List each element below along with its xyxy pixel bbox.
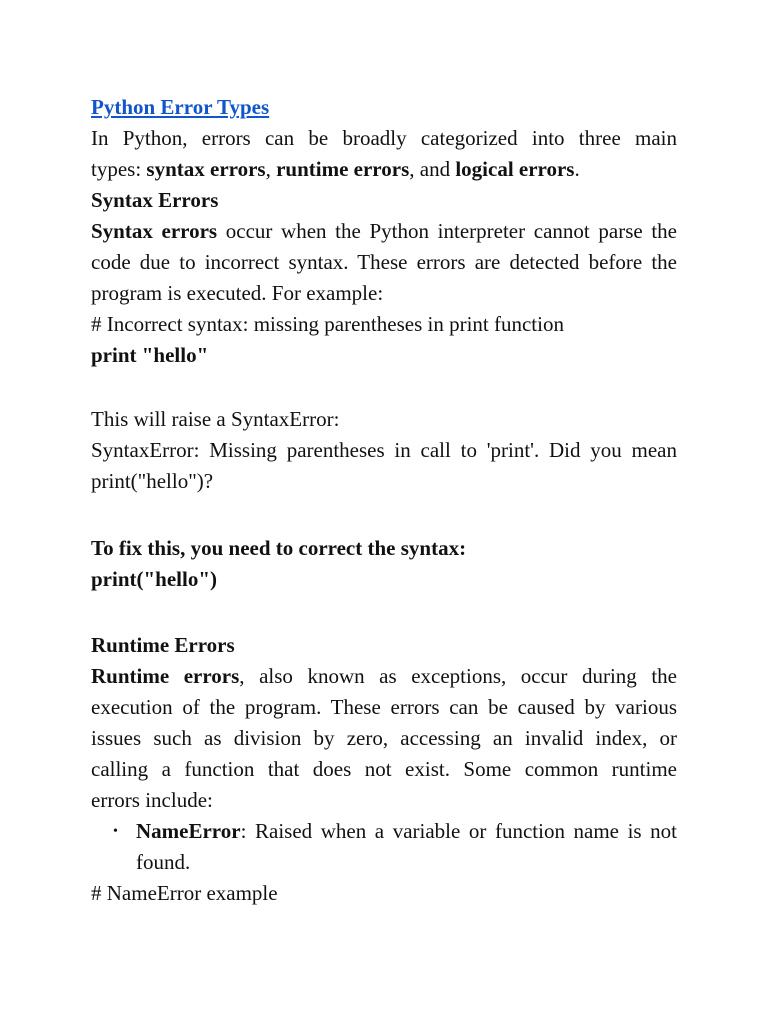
runtime-paragraph-line-2: execution of the program. These errors can be caused by various (91, 695, 677, 719)
runtime-lead-bold: Runtime errors (91, 664, 240, 688)
nameerror-comment: # NameError example (91, 881, 278, 905)
code-fixed (91, 564, 677, 595)
syntax-errors-term: syntax errors (146, 157, 266, 181)
runtime-errors-heading (91, 630, 677, 661)
runtime-paragraph-line-1 (91, 661, 677, 692)
fix-instruction (91, 533, 677, 564)
syntax-paragraph-line-3: program is executed. For example: (91, 281, 384, 305)
error-message-line-2: print("hello")? (91, 469, 214, 493)
runtime-paragraph-line-3: issues such as division by zero, accessing an invalid index, or (91, 726, 677, 750)
intro-line-1: In Python, errors can be broadly categorized into three main (91, 126, 677, 150)
intro-period: . (574, 157, 580, 181)
nameerror-desc: : Raised when a variable or function name is not (240, 819, 677, 843)
title-link[interactable]: Python Error Types (91, 95, 270, 119)
code-comment: # Incorrect syntax: missing parentheses in print function (91, 312, 564, 336)
syntax-lead-rest: occur when the Python interpreter cannot parse the (217, 219, 677, 243)
nameerror-term: NameError (136, 819, 241, 843)
intro-separator: , (265, 157, 277, 181)
runtime-errors-term: runtime errors (276, 157, 410, 181)
raise-text: This will raise a SyntaxError: (91, 407, 340, 431)
runtime-paragraph-line-4: calling a function that does not exist. Some common runtime (91, 757, 677, 781)
runtime-heading-text: Runtime Errors (91, 633, 235, 657)
logical-errors-term: logical errors (455, 157, 575, 181)
runtime-lead-rest: , also known as exceptions, occur during the (239, 664, 677, 688)
spacer (91, 371, 677, 404)
spacer (91, 497, 677, 528)
code-fixed-text: print("hello") (91, 567, 217, 591)
list-item-line-2: found. (136, 850, 191, 874)
runtime-error-list (91, 816, 677, 878)
document-page (91, 92, 677, 909)
intro-separator-and: , and (409, 157, 456, 181)
code-incorrect (91, 340, 677, 371)
code-incorrect-text: print "hello" (91, 343, 209, 367)
spacer (91, 595, 677, 626)
error-message-line-1: SyntaxError: Missing parentheses in call to 'print'. Did you mean (91, 438, 677, 462)
syntax-lead-bold: Syntax errors (91, 219, 218, 243)
fix-instruction-text: To fix this, you need to correct the syntax: (91, 536, 467, 560)
syntax-heading-text: Syntax Errors (91, 188, 219, 212)
document-title-row (91, 92, 677, 123)
list-item-line-1 (136, 816, 677, 847)
syntax-paragraph-line-1 (91, 216, 677, 247)
syntax-paragraph-line-2: code due to incorrect syntax. These errors are detected before the (91, 250, 677, 274)
intro-types-prefix: types: (91, 157, 147, 181)
runtime-paragraph-line-5: errors include: (91, 788, 213, 812)
list-item (91, 816, 677, 878)
bullet-icon: • (113, 824, 118, 839)
intro-line-2 (91, 154, 677, 185)
syntax-errors-heading (91, 185, 677, 216)
